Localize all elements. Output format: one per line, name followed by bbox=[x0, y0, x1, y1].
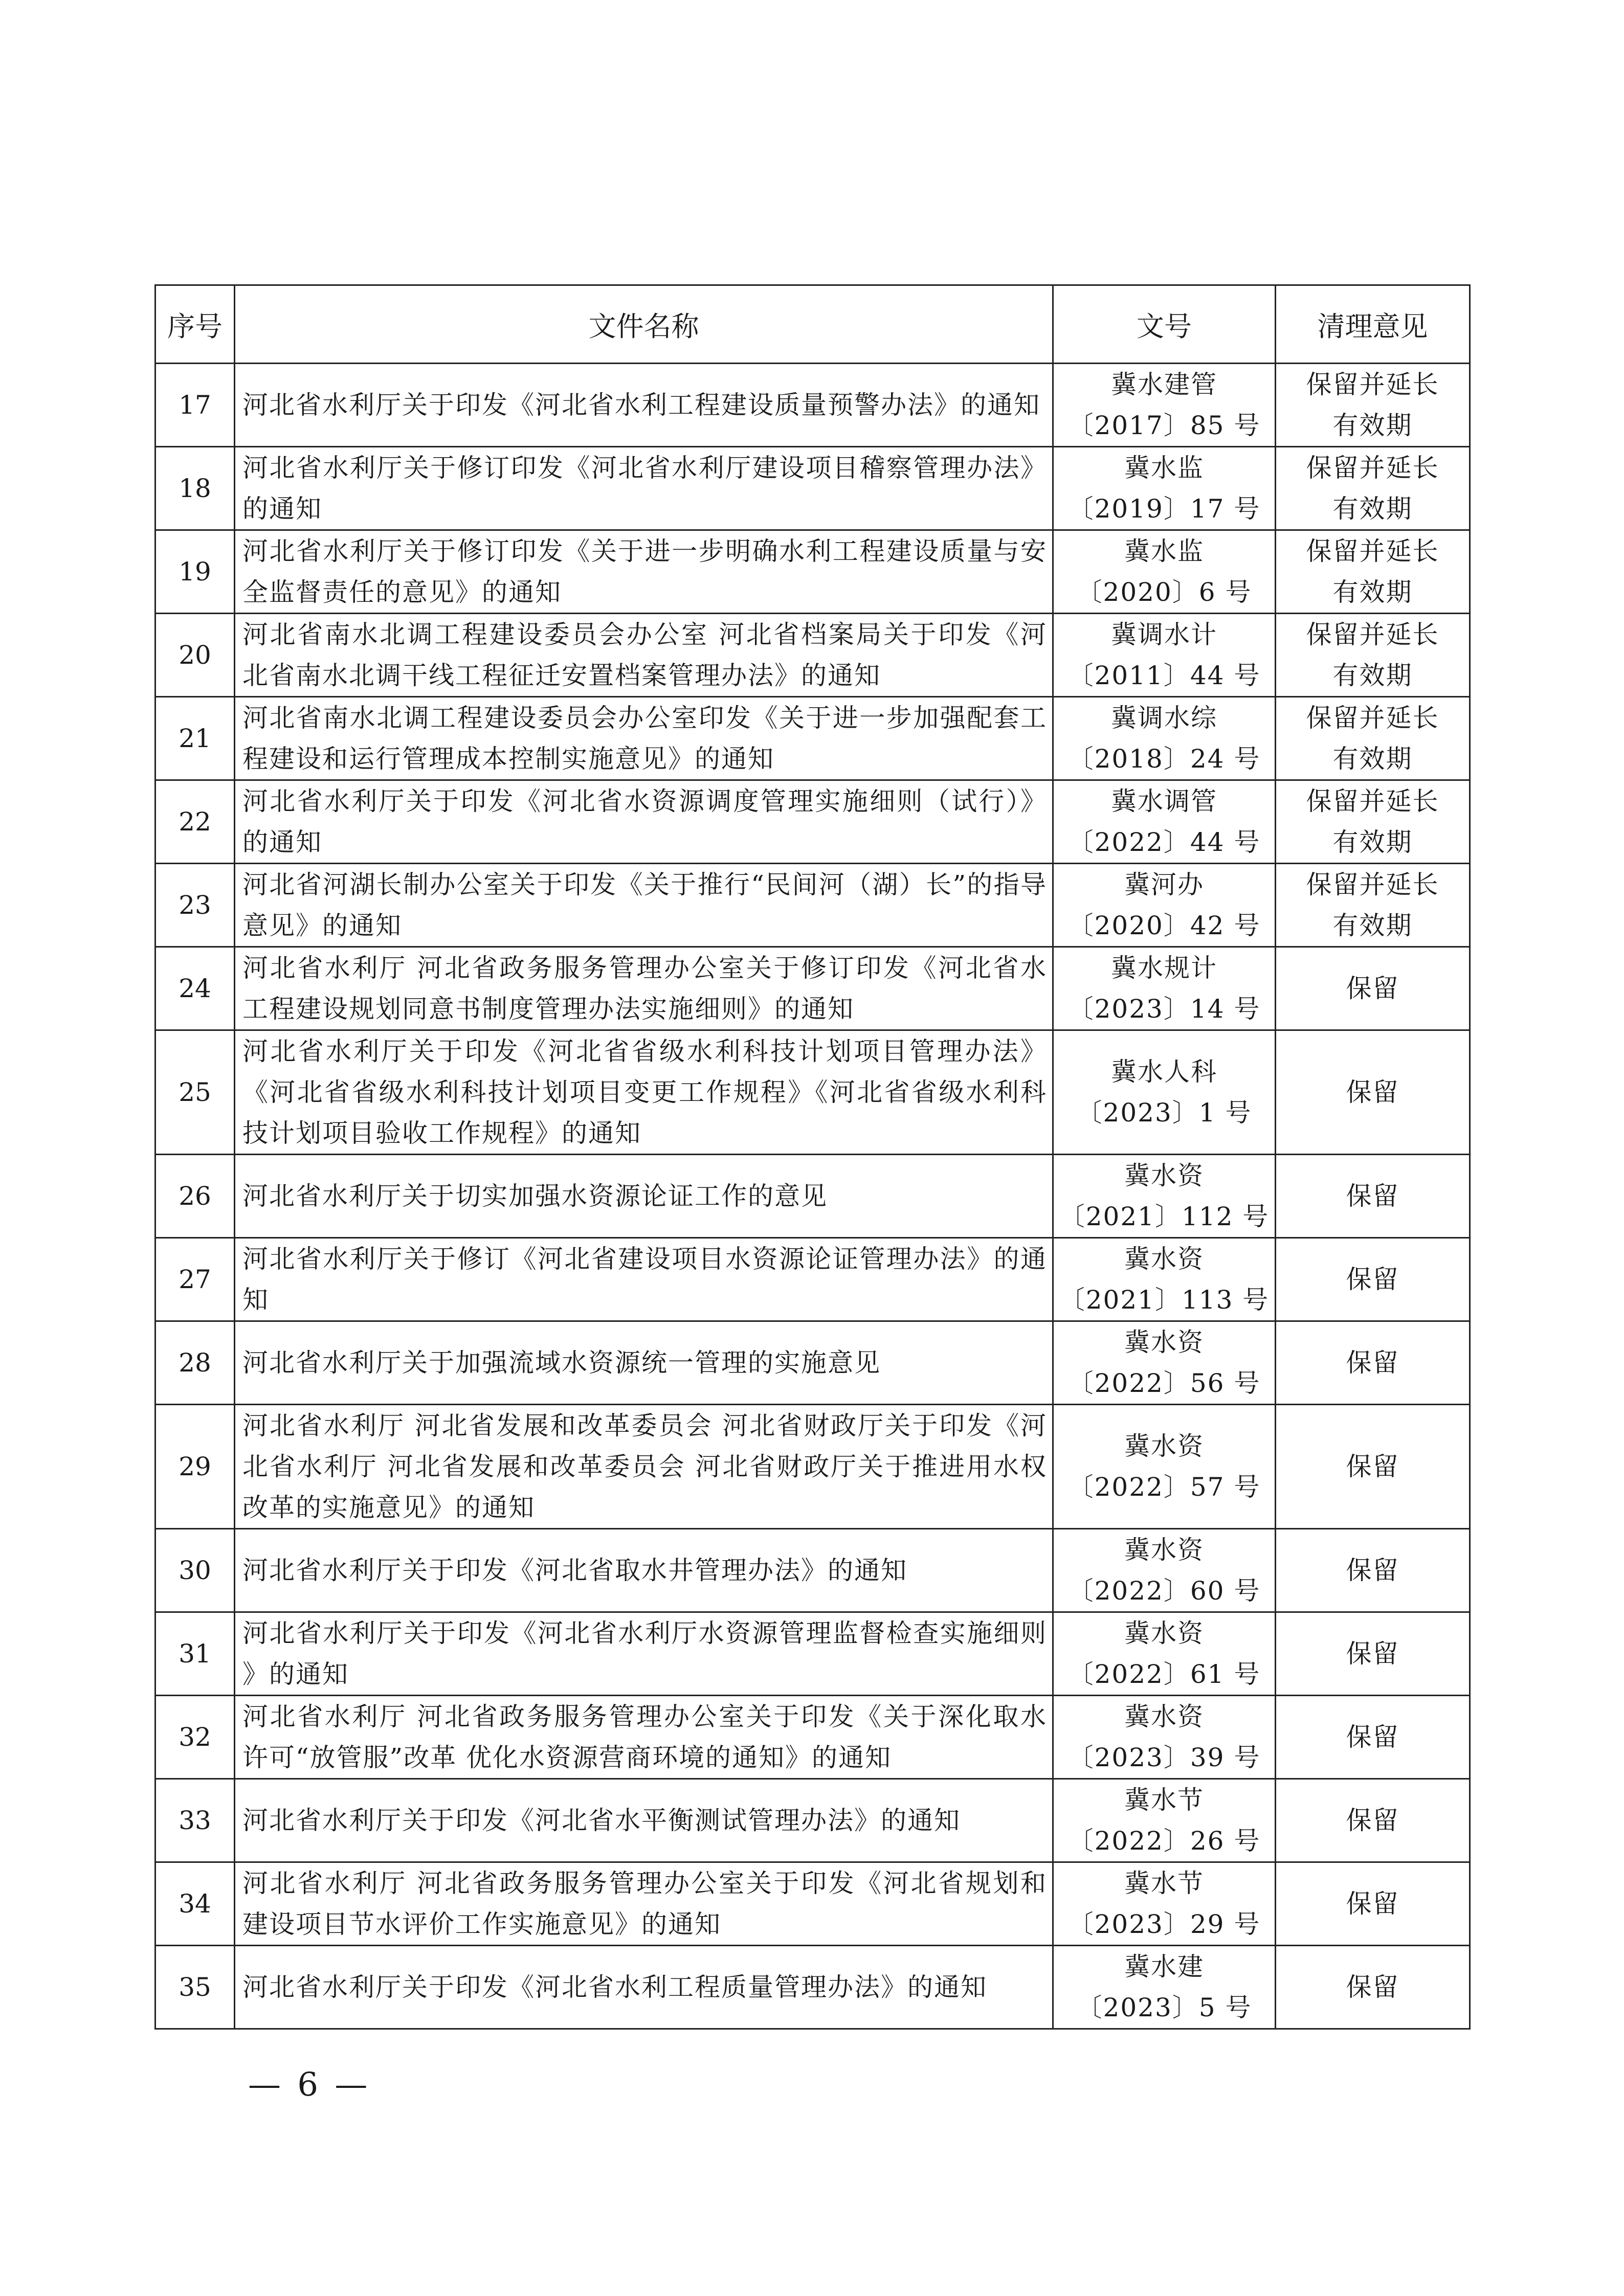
row-file-name: 河北省水利厅关于加强流域水资源统一管理的实施意见 bbox=[235, 1321, 1053, 1405]
table-row bbox=[155, 780, 1470, 864]
header-seq: 序号 bbox=[155, 285, 235, 364]
row-doc-number: 冀水监 〔2019〕17 号 bbox=[1053, 447, 1276, 530]
row-file-name: 河北省水利厅关于印发《河北省水利厅水资源管理监督检查实施细则 》的通知 bbox=[235, 1612, 1053, 1696]
row-file-name: 河北省水利厅 河北省政务服务管理办公室关于印发《关于深化取水许可“放管服”改革 优化水资源营商环境的通知》的通知 bbox=[235, 1696, 1053, 1779]
table-row bbox=[155, 614, 1470, 697]
row-opinion: 保留 bbox=[1276, 1612, 1470, 1696]
row-file-name: 河北省水利厅 河北省政务服务管理办公室关于印发《河北省规划和建设项目节水评价工作实施意见》的通知 bbox=[235, 1862, 1053, 1946]
row-seq: 34 bbox=[155, 1862, 235, 1946]
table-row bbox=[155, 1612, 1470, 1696]
table-row bbox=[155, 364, 1470, 447]
table-row bbox=[155, 1030, 1470, 1155]
page-number: — 6 — bbox=[248, 2066, 371, 2104]
row-file-name: 河北省河湖长制办公室关于印发《关于推行“民间河（湖）长”的指导意见》的通知 bbox=[235, 864, 1053, 947]
table-header-row bbox=[155, 285, 1470, 364]
row-opinion: 保留并延长 有效期 bbox=[1276, 780, 1470, 864]
table-row bbox=[155, 697, 1470, 780]
row-doc-number: 冀水监 〔2020〕6 号 bbox=[1053, 530, 1276, 614]
row-seq: 33 bbox=[155, 1779, 235, 1862]
row-opinion: 保留 bbox=[1276, 1779, 1470, 1862]
header-file-name: 文件名称 bbox=[235, 285, 1053, 364]
row-opinion: 保留 bbox=[1276, 947, 1470, 1030]
table-row bbox=[155, 447, 1470, 530]
row-doc-number: 冀调水综 〔2018〕24 号 bbox=[1053, 697, 1276, 780]
row-file-name: 河北省水利厅关于印发《河北省水平衡测试管理办法》的通知 bbox=[235, 1779, 1053, 1862]
row-doc-number: 冀水规计 〔2023〕14 号 bbox=[1053, 947, 1276, 1030]
row-doc-number: 冀水节 〔2023〕29 号 bbox=[1053, 1862, 1276, 1946]
row-opinion: 保留 bbox=[1276, 1862, 1470, 1946]
row-doc-number: 冀水资 〔2022〕60 号 bbox=[1053, 1529, 1276, 1612]
table-row bbox=[155, 947, 1470, 1030]
table-row bbox=[155, 1321, 1470, 1405]
row-doc-number: 冀河办 〔2020〕42 号 bbox=[1053, 864, 1276, 947]
row-seq: 25 bbox=[155, 1030, 235, 1155]
row-file-name: 河北省南水北调工程建设委员会办公室 河北省档案局关于印发《河北省南水北调干线工程征迁安置档案管理办法》的通知 bbox=[235, 614, 1053, 697]
header-doc-number: 文号 bbox=[1053, 285, 1276, 364]
row-opinion: 保留 bbox=[1276, 1529, 1470, 1612]
row-seq: 19 bbox=[155, 530, 235, 614]
table-row bbox=[155, 1529, 1470, 1612]
table-row bbox=[155, 864, 1470, 947]
table-row bbox=[155, 1155, 1470, 1238]
table-row bbox=[155, 1862, 1470, 1946]
row-seq: 21 bbox=[155, 697, 235, 780]
row-doc-number: 冀水节 〔2022〕26 号 bbox=[1053, 1779, 1276, 1862]
row-seq: 35 bbox=[155, 1946, 235, 2029]
row-doc-number: 冀水资 〔2022〕61 号 bbox=[1053, 1612, 1276, 1696]
row-seq: 23 bbox=[155, 864, 235, 947]
row-seq: 18 bbox=[155, 447, 235, 530]
row-file-name: 河北省水利厅关于印发《河北省省级水利科技计划项目管理办法》《河北省省级水利科技计划项目变更工作规程》《河北省省级水利科技计划项目验收工作规程》的通知 bbox=[235, 1030, 1053, 1155]
row-doc-number: 冀水资 〔2021〕112 号 bbox=[1053, 1155, 1276, 1238]
row-opinion: 保留 bbox=[1276, 1696, 1470, 1779]
row-file-name: 河北省水利厅关于修订《河北省建设项目水资源论证管理办法》的通知 bbox=[235, 1238, 1053, 1321]
row-opinion: 保留并延长 有效期 bbox=[1276, 447, 1470, 530]
row-file-name: 河北省水利厅关于切实加强水资源论证工作的意见 bbox=[235, 1155, 1053, 1238]
row-opinion: 保留并延长 有效期 bbox=[1276, 614, 1470, 697]
row-seq: 22 bbox=[155, 780, 235, 864]
row-seq: 29 bbox=[155, 1405, 235, 1529]
row-opinion: 保留 bbox=[1276, 1238, 1470, 1321]
row-file-name: 河北省水利厅关于印发《河北省水资源调度管理实施细则（试行）》的通知 bbox=[235, 780, 1053, 864]
row-opinion: 保留并延长 有效期 bbox=[1276, 697, 1470, 780]
table-row bbox=[155, 530, 1470, 614]
row-seq: 24 bbox=[155, 947, 235, 1030]
row-opinion: 保留并延长 有效期 bbox=[1276, 530, 1470, 614]
row-file-name: 河北省水利厅 河北省发展和改革委员会 河北省财政厅关于印发《河北省水利厅 河北省发展和改革委员会 河北省财政厅关于推进用水权改革的实施意见》的通知 bbox=[235, 1405, 1053, 1529]
header-opinion: 清理意见 bbox=[1276, 285, 1470, 364]
row-opinion: 保留 bbox=[1276, 1321, 1470, 1405]
table-row bbox=[155, 1779, 1470, 1862]
row-file-name: 河北省水利厅关于印发《河北省水利工程质量管理办法》的通知 bbox=[235, 1946, 1053, 2029]
row-file-name: 河北省水利厅关于修订印发《河北省水利厅建设项目稽察管理办法》的通知 bbox=[235, 447, 1053, 530]
row-seq: 17 bbox=[155, 364, 235, 447]
row-seq: 31 bbox=[155, 1612, 235, 1696]
row-doc-number: 冀水人科 〔2023〕1 号 bbox=[1053, 1030, 1276, 1155]
row-seq: 20 bbox=[155, 614, 235, 697]
row-doc-number: 冀水资 〔2023〕39 号 bbox=[1053, 1696, 1276, 1779]
row-opinion: 保留 bbox=[1276, 1030, 1470, 1155]
row-doc-number: 冀水资 〔2022〕56 号 bbox=[1053, 1321, 1276, 1405]
row-doc-number: 冀调水计 〔2011〕44 号 bbox=[1053, 614, 1276, 697]
row-opinion: 保留 bbox=[1276, 1405, 1470, 1529]
row-seq: 32 bbox=[155, 1696, 235, 1779]
row-doc-number: 冀水建 〔2023〕5 号 bbox=[1053, 1946, 1276, 2029]
row-seq: 28 bbox=[155, 1321, 235, 1405]
row-seq: 26 bbox=[155, 1155, 235, 1238]
row-doc-number: 冀水资 〔2022〕57 号 bbox=[1053, 1405, 1276, 1529]
row-opinion: 保留并延长 有效期 bbox=[1276, 364, 1470, 447]
table-row bbox=[155, 1696, 1470, 1779]
row-file-name: 河北省水利厅关于印发《河北省取水井管理办法》的通知 bbox=[235, 1529, 1053, 1612]
table-row bbox=[155, 1238, 1470, 1321]
row-seq: 30 bbox=[155, 1529, 235, 1612]
table-row bbox=[155, 1405, 1470, 1529]
row-file-name: 河北省水利厅 河北省政务服务管理办公室关于修订印发《河北省水工程建设规划同意书制度管理办法实施细则》的通知 bbox=[235, 947, 1053, 1030]
row-file-name: 河北省水利厅关于印发《河北省水利工程建设质量预警办法》的通知 bbox=[235, 364, 1053, 447]
row-opinion: 保留并延长 有效期 bbox=[1276, 864, 1470, 947]
table-row bbox=[155, 1946, 1470, 2029]
row-opinion: 保留 bbox=[1276, 1946, 1470, 2029]
document-table bbox=[154, 284, 1471, 2030]
row-opinion: 保留 bbox=[1276, 1155, 1470, 1238]
row-file-name: 河北省南水北调工程建设委员会办公室印发《关于进一步加强配套工程建设和运行管理成本控制实施意见》的通知 bbox=[235, 697, 1053, 780]
row-seq: 27 bbox=[155, 1238, 235, 1321]
row-doc-number: 冀水资 〔2021〕113 号 bbox=[1053, 1238, 1276, 1321]
row-file-name: 河北省水利厅关于修订印发《关于进一步明确水利工程建设质量与安全监督责任的意见》的通知 bbox=[235, 530, 1053, 614]
row-doc-number: 冀水调管 〔2022〕44 号 bbox=[1053, 780, 1276, 864]
row-doc-number: 冀水建管 〔2017〕85 号 bbox=[1053, 364, 1276, 447]
